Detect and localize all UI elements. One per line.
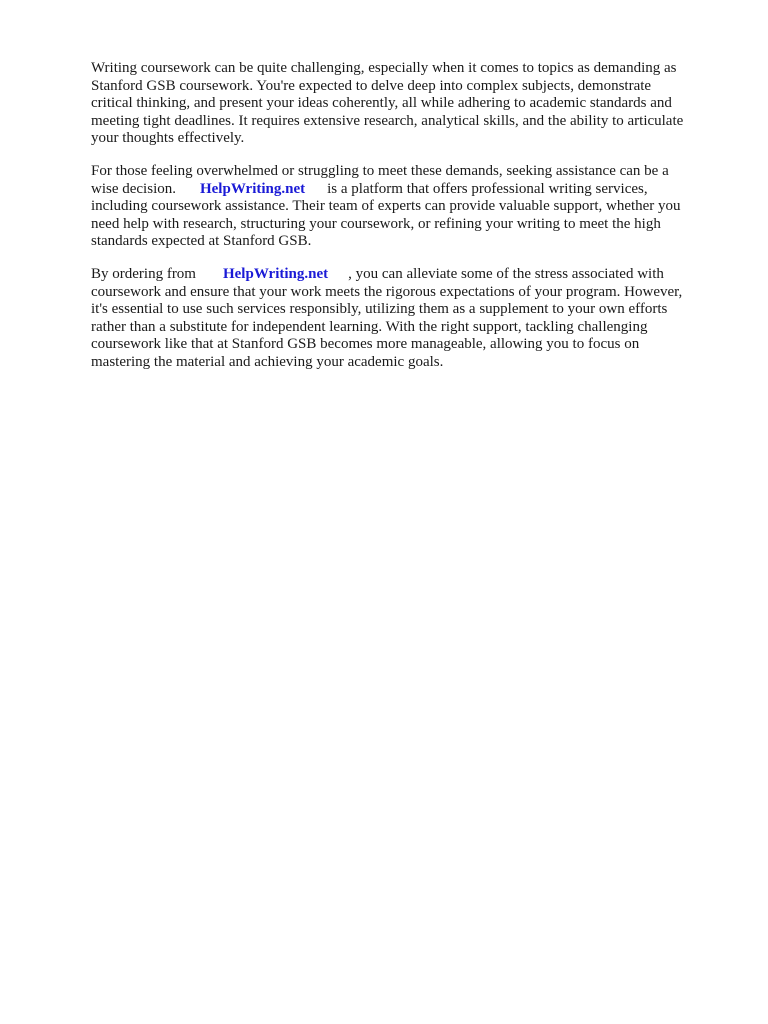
text-line: it's essential to use such services responsibly, utilizing them as a supplement to your own efforts [91, 301, 668, 318]
text-line: including coursework assistance. Their team of experts can provide valuable support, whether you [91, 198, 681, 215]
document-body [91, 60, 713, 372]
text-line: need help with research, structuring your coursework, or refining your writing to meet the high [91, 215, 661, 232]
text-line: Stanford GSB coursework. You're expected to delve deep into complex subjects, demonstrate [91, 77, 652, 94]
helpwriting-link[interactable]: HelpWriting.net [222, 265, 329, 282]
text-line-with-link [91, 266, 713, 284]
text-line: meeting tight deadlines. It requires extensive research, analytical skills, and the ability to articulate [91, 112, 684, 129]
text-line: standards expected at Stanford GSB. [91, 233, 312, 250]
text-line: critical thinking, and present your ideas coherently, all while adhering to academic standards and [91, 95, 672, 112]
paragraph-ordering [91, 266, 713, 372]
paragraph-intro [91, 60, 713, 148]
text-line: For those feeling overwhelmed or struggling to meet these demands, seeking assistance can be a [91, 162, 669, 179]
text-fragment: wise decision. [91, 180, 176, 197]
text-line: mastering the material and achieving your academic goals. [91, 353, 444, 370]
text-line-with-link [91, 181, 713, 199]
text-line: coursework like that at Stanford GSB becomes more manageable, allowing you to focus on [91, 336, 640, 353]
text-line: Writing coursework can be quite challenging, especially when it comes to topics as demanding as [91, 60, 677, 76]
text-line: rather than a substitute for independent learning. With the right support, tackling challenging [91, 318, 648, 335]
text-fragment: is a platform that offers professional writing services, [327, 180, 648, 197]
helpwriting-link[interactable]: HelpWriting.net [199, 180, 306, 197]
text-fragment: By ordering from [91, 265, 196, 282]
text-fragment: , you can alleviate some of the stress associated with [348, 265, 664, 282]
paragraph-assistance [91, 163, 713, 251]
text-line: your thoughts effectively. [91, 130, 245, 147]
text-line: coursework and ensure that your work meets the rigorous expectations of your program. However, [91, 283, 683, 300]
